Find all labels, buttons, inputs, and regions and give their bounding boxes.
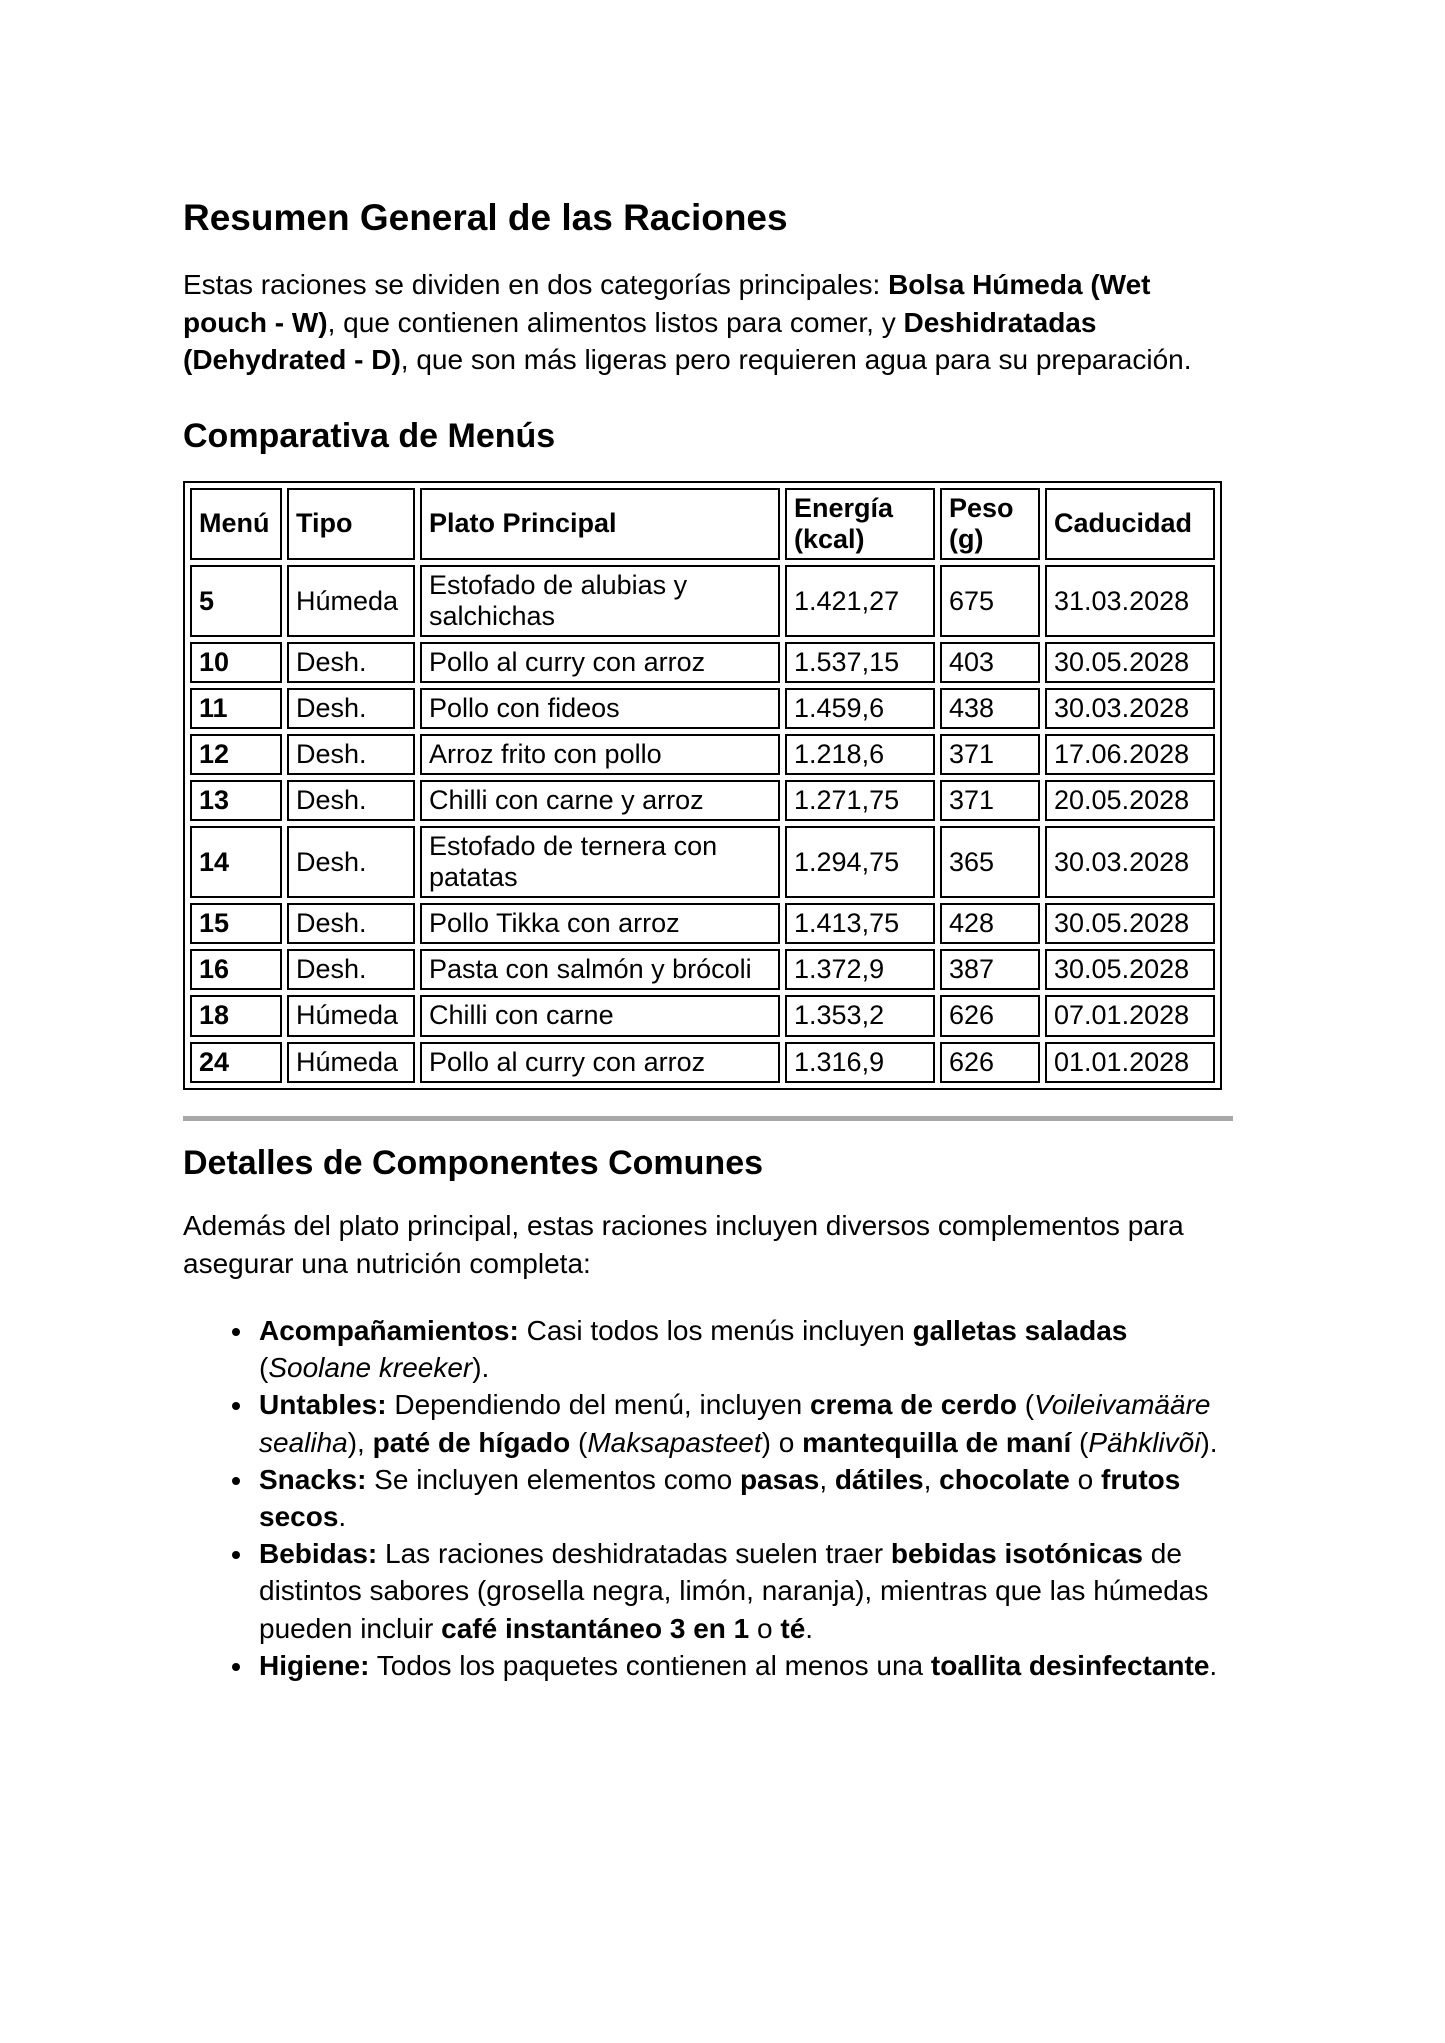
table-cell: 20.05.2028	[1045, 780, 1215, 821]
text-run: ).	[1200, 1426, 1218, 1458]
text-run: Bebidas:	[259, 1538, 378, 1570]
table-row	[190, 903, 1215, 944]
heading-menu-comparison: Comparativa de Menús	[183, 417, 556, 456]
text-run: Además del plato principal, estas raciones incluyen diversos complementos para asegurar una nutrición completa:	[183, 1210, 1184, 1279]
table-cell: 15	[190, 903, 282, 944]
list-item	[255, 1461, 1233, 1535]
text-run: Soolane kreeker	[268, 1352, 473, 1384]
column-header: Plato Principal	[420, 488, 780, 560]
table-cell: Pollo con fideos	[420, 688, 780, 729]
text-run: chocolate	[939, 1463, 1070, 1495]
menu-comparison-table	[183, 481, 1222, 1090]
list-item	[255, 1647, 1233, 1684]
column-header: Tipo	[287, 488, 415, 560]
text-run: ,	[923, 1463, 940, 1495]
text-run: té	[780, 1612, 806, 1644]
document-page	[183, 196, 1233, 1684]
table-cell: 5	[190, 565, 282, 637]
table-cell: 1.353,2	[785, 995, 935, 1036]
table-cell: 07.01.2028	[1045, 995, 1215, 1036]
table-row	[190, 995, 1215, 1036]
text-run: ).	[472, 1352, 490, 1384]
table-cell: 11	[190, 688, 282, 729]
text-run: , que son más ligeras pero requieren agua para su preparación.	[400, 343, 1192, 375]
table-cell: 31.03.2028	[1045, 565, 1215, 637]
text-run: Higiene:	[259, 1649, 370, 1681]
table-cell: 14	[190, 826, 282, 898]
text-run: dátiles	[834, 1463, 924, 1495]
column-header: Menú	[190, 488, 282, 560]
text-run: toallita desinfectante	[930, 1649, 1210, 1681]
table-cell: 1.316,9	[785, 1042, 935, 1083]
text-run: Acompañamientos:	[259, 1314, 519, 1346]
table-cell: Estofado de alubias y salchichas	[420, 565, 780, 637]
table-cell: Desh.	[287, 642, 415, 683]
section-divider	[183, 1116, 1233, 1121]
table-cell: Desh.	[287, 688, 415, 729]
list-item	[255, 1386, 1233, 1460]
table-row	[190, 826, 1215, 898]
table-cell: 24	[190, 1042, 282, 1083]
table-cell: 371	[940, 734, 1040, 775]
text-run: Se incluyen elementos como	[366, 1463, 740, 1495]
table-cell: 10	[190, 642, 282, 683]
table-cell: 1.537,15	[785, 642, 935, 683]
text-run: .	[338, 1500, 347, 1532]
text-run: o	[749, 1612, 781, 1644]
text-run: (	[1016, 1389, 1035, 1421]
table-cell: Desh.	[287, 780, 415, 821]
components-list	[183, 1312, 1233, 1684]
table-cell: 18	[190, 995, 282, 1036]
list-item	[255, 1312, 1233, 1386]
text-run: Pähklivõi	[1088, 1426, 1201, 1458]
text-run: (	[570, 1426, 588, 1458]
components-paragraph	[183, 1207, 1233, 1281]
table-cell: 01.01.2028	[1045, 1042, 1215, 1083]
table-cell: 1.271,75	[785, 780, 935, 821]
table-cell: 403	[940, 642, 1040, 683]
table-row	[190, 734, 1215, 775]
table-cell: 1.294,75	[785, 826, 935, 898]
text-run: .	[1209, 1649, 1218, 1681]
text-run: ,	[819, 1463, 835, 1495]
table-cell: 13	[190, 780, 282, 821]
table-cell: Desh.	[287, 903, 415, 944]
table-cell: Pollo al curry con arroz	[420, 1042, 780, 1083]
column-header: Energía (kcal)	[785, 488, 935, 560]
table-cell: 371	[940, 780, 1040, 821]
table-cell: 1.421,27	[785, 565, 935, 637]
table-cell: 387	[940, 949, 1040, 990]
table-cell: Arroz frito con pollo	[420, 734, 780, 775]
text-run: (	[1071, 1426, 1089, 1458]
table-row	[190, 1042, 1215, 1083]
table-cell: 30.05.2028	[1045, 903, 1215, 944]
table-row	[190, 642, 1215, 683]
table-cell: Pasta con salmón y brócoli	[420, 949, 780, 990]
text-run: Untables:	[259, 1389, 387, 1421]
table-cell: 16	[190, 949, 282, 990]
text-run: .	[805, 1612, 814, 1644]
table-body	[190, 565, 1215, 1083]
table-cell: 30.03.2028	[1045, 826, 1215, 898]
table-row	[190, 565, 1215, 637]
table-row	[190, 780, 1215, 821]
heading-common-components: Detalles de Componentes Comunes	[183, 1143, 764, 1182]
text-run: Deshidratadas (Dehydrated - D)	[183, 306, 1097, 375]
text-run: paté de hígado	[372, 1426, 571, 1458]
table-header	[190, 488, 1215, 560]
table-cell: 17.06.2028	[1045, 734, 1215, 775]
intro-paragraph	[183, 266, 1233, 378]
text-run: frutos secos	[259, 1463, 1181, 1532]
table-cell: 675	[940, 565, 1040, 637]
text-run: Todos los paquetes contienen al menos una	[369, 1649, 931, 1681]
table-cell: 1.459,6	[785, 688, 935, 729]
text-run: Las raciones deshidratadas suelen traer	[377, 1538, 891, 1570]
table-cell: 1.413,75	[785, 903, 935, 944]
table-cell: 365	[940, 826, 1040, 898]
table-cell: Húmeda	[287, 995, 415, 1036]
column-header: Peso (g)	[940, 488, 1040, 560]
table-cell: 30.05.2028	[1045, 949, 1215, 990]
text-run: Voileivamääre sealiha	[259, 1389, 1211, 1458]
table-cell: Desh.	[287, 949, 415, 990]
table-cell: 428	[940, 903, 1040, 944]
text-run: , que contienen alimentos listos para comer, y	[327, 306, 904, 338]
table-cell: 1.218,6	[785, 734, 935, 775]
table-cell: Húmeda	[287, 1042, 415, 1083]
list-item	[255, 1535, 1233, 1647]
table-cell: 438	[940, 688, 1040, 729]
table-cell: 626	[940, 995, 1040, 1036]
text-run: (	[259, 1352, 269, 1384]
text-run: Casi todos los menús incluyen	[518, 1314, 913, 1346]
text-run: pasas	[739, 1463, 820, 1495]
text-run: ) o	[761, 1426, 803, 1458]
heading-summary: Resumen General de las Raciones	[183, 197, 788, 238]
table-cell: Pollo Tikka con arroz	[420, 903, 780, 944]
table-row	[190, 949, 1215, 990]
table-cell: Pollo al curry con arroz	[420, 642, 780, 683]
table-cell: 30.03.2028	[1045, 688, 1215, 729]
text-run: galletas saladas	[912, 1314, 1128, 1346]
text-run: o	[1069, 1463, 1102, 1495]
table-header-row	[190, 488, 1215, 560]
text-run: ),	[347, 1426, 373, 1458]
text-run: Estas raciones se dividen en dos categorías principales:	[183, 269, 889, 301]
text-run: crema de cerdo	[809, 1389, 1017, 1421]
table-cell: Estofado de ternera con patatas	[420, 826, 780, 898]
table-row	[190, 688, 1215, 729]
text-run: Bolsa Húmeda (Wet pouch - W)	[183, 269, 1151, 338]
text-run: Dependiendo del menú, incluyen	[386, 1389, 810, 1421]
text-run: Maksapasteet	[587, 1426, 762, 1458]
text-run: de distintos sabores (grosella negra, limón, naranja), mientras que las húmedas pueden incluir	[259, 1538, 1209, 1644]
table-cell: 626	[940, 1042, 1040, 1083]
table-cell: 30.05.2028	[1045, 642, 1215, 683]
table-cell: 12	[190, 734, 282, 775]
text-run: café instantáneo 3 en 1	[441, 1612, 750, 1644]
table-cell: Desh.	[287, 734, 415, 775]
text-run: bebidas isotónicas	[890, 1538, 1143, 1570]
text-run: Snacks:	[259, 1463, 367, 1495]
table-cell: Desh.	[287, 826, 415, 898]
table-cell: Chilli con carne	[420, 995, 780, 1036]
text-run: mantequilla de maní	[802, 1426, 1072, 1458]
table-cell: 1.372,9	[785, 949, 935, 990]
table-cell: Húmeda	[287, 565, 415, 637]
table-cell: Chilli con carne y arroz	[420, 780, 780, 821]
column-header: Caducidad	[1045, 488, 1215, 560]
